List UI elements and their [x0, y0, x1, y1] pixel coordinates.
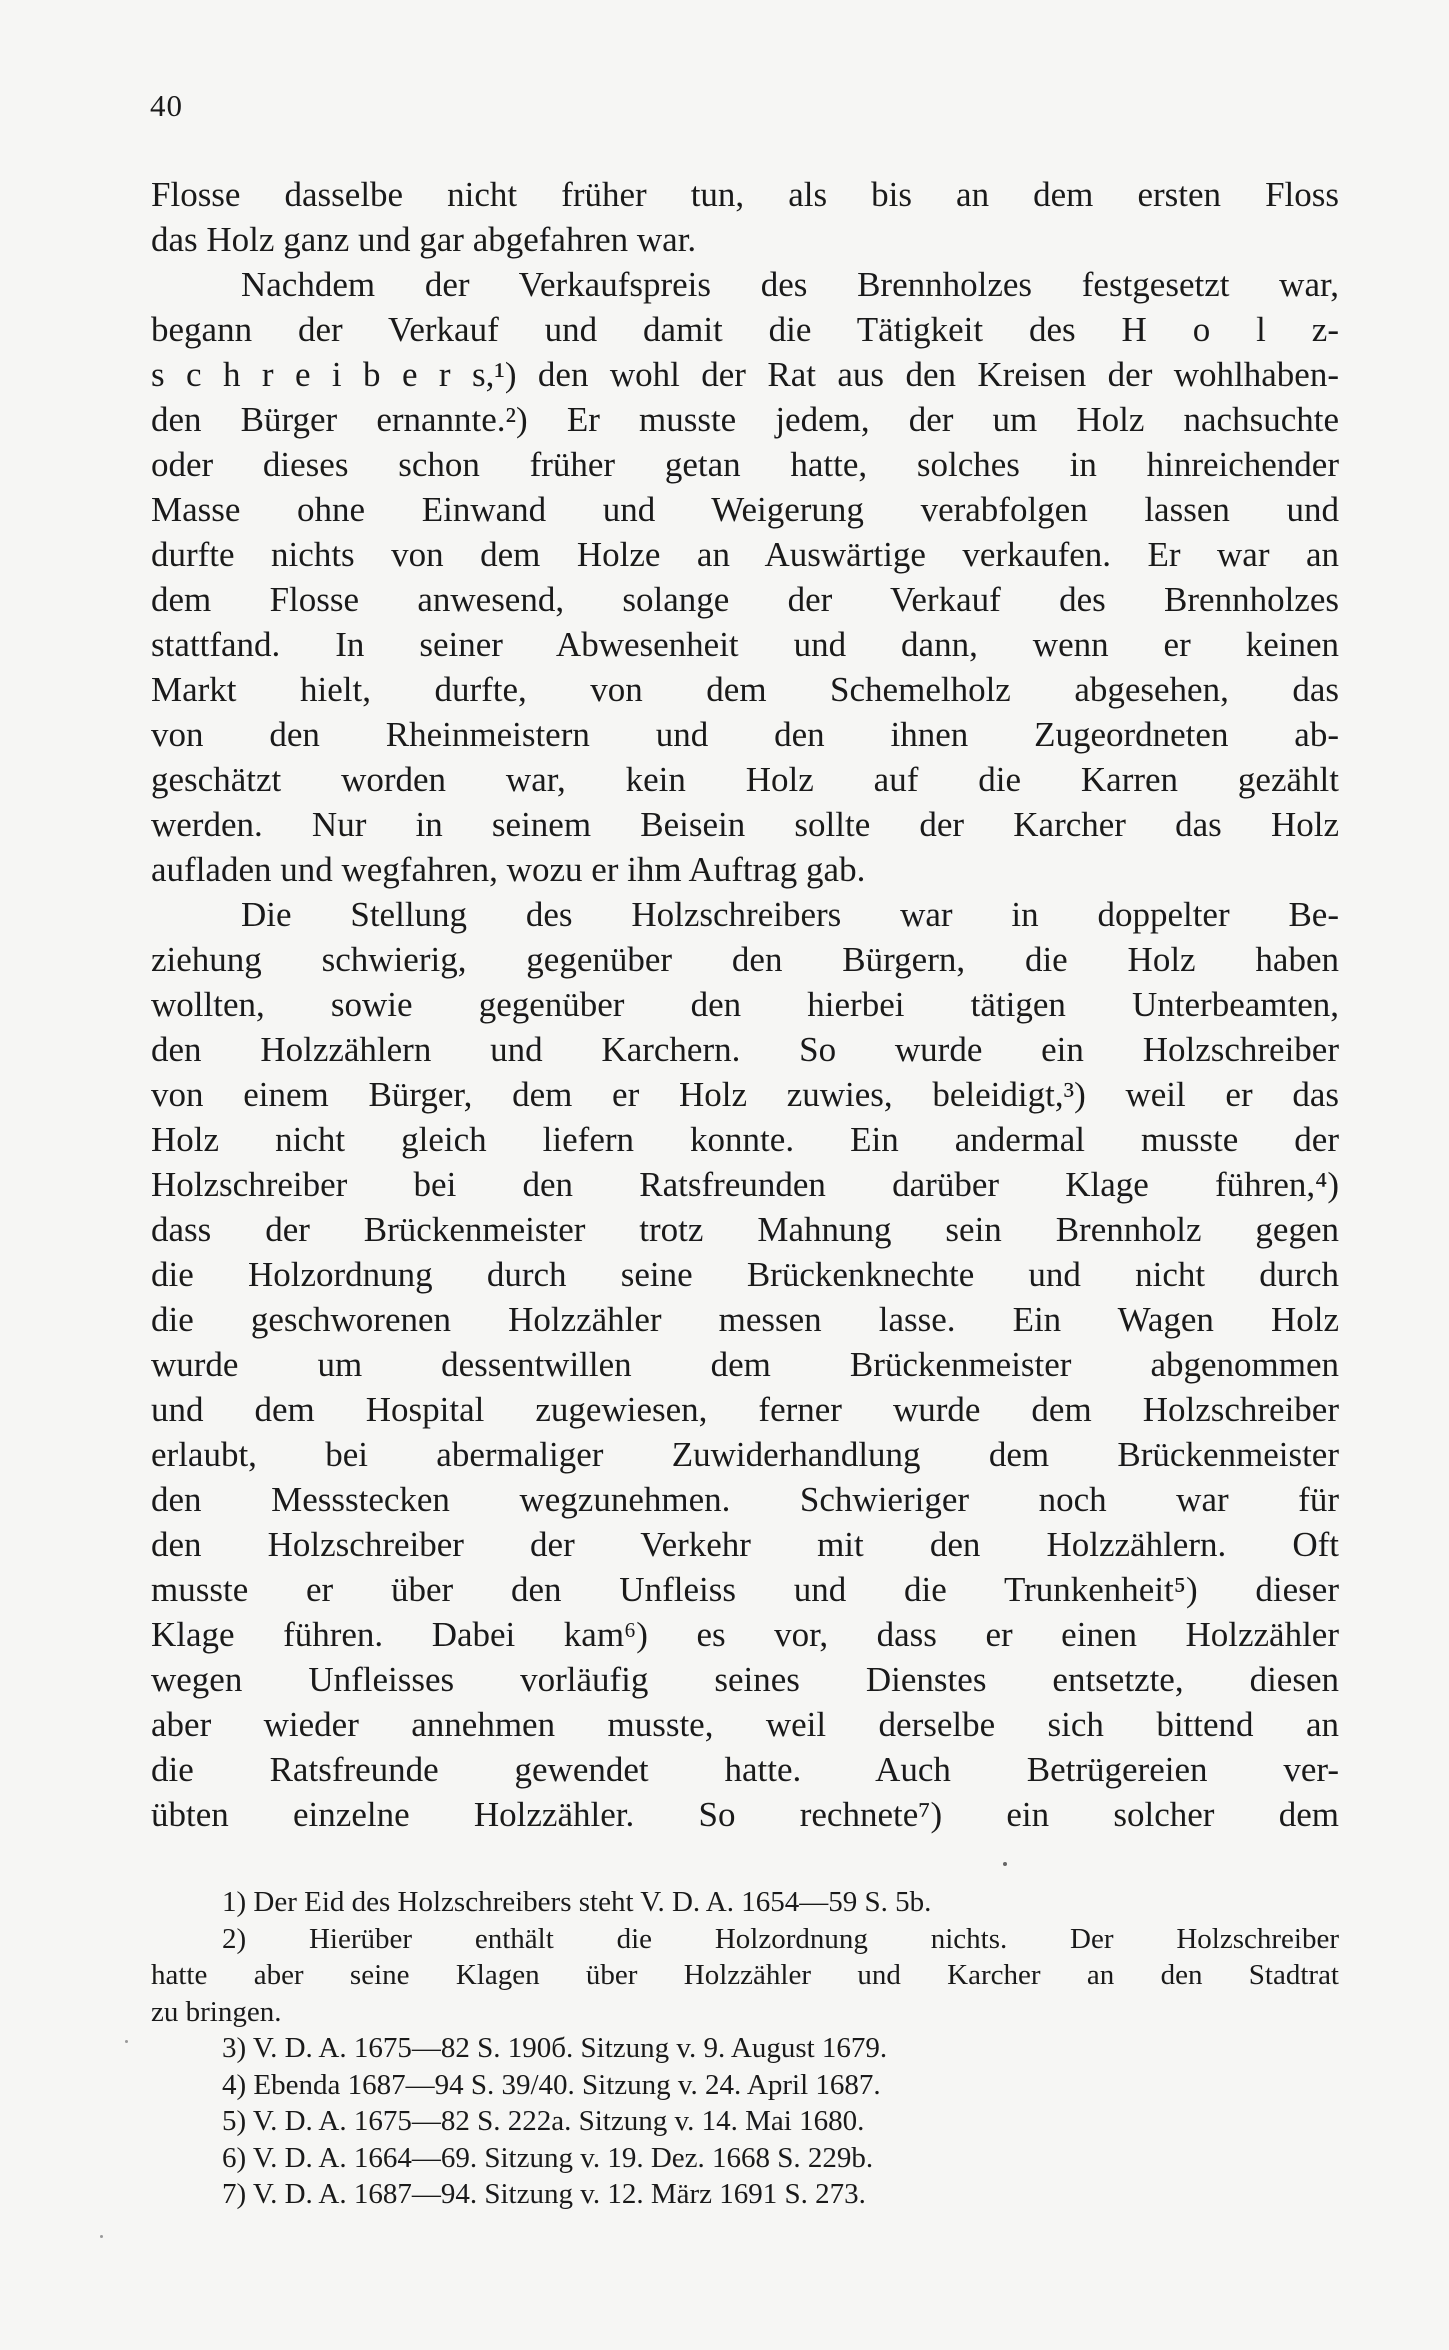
text-line: begann der Verkauf und damit die Tätigkeit des H o l z- [151, 310, 1339, 349]
text-line: die geschworenen Holzzähler messen lasse. Ein Wagen Holz [151, 1300, 1339, 1339]
text-line: aufladen und wegfahren, wozu er ihm Auftrag gab. [151, 850, 866, 889]
main-text-block [151, 172, 1339, 1837]
text-line: die Ratsfreunde gewendet hatte. Auch Betrügereien ver- [151, 1750, 1339, 1789]
text-line: wurde um dessentwillen dem Brückenmeister abgenommen [151, 1345, 1339, 1384]
page-number: 40 [150, 88, 183, 123]
text-line: wegen Unfleisses vorläufig seines Dienstes entsetzte, diesen [151, 1660, 1339, 1699]
footnote-5: 5) V. D. A. 1675—82 S. 222a. Sitzung v. 14. Mai 1680. [222, 2105, 865, 2137]
text-line: den Holzzählern und Karchern. So wurde ein Holzschreiber [151, 1030, 1339, 1069]
footnote-1: 1) Der Eid des Holzschreibers steht V. D. A. 1654—59 S. 5b. [222, 1886, 932, 1918]
paper-speck [100, 2235, 103, 2238]
text-line: Klage führen. Dabei kam⁶) es vor, dass er einen Holzzähler [151, 1615, 1339, 1654]
text-line: die Holzordnung durch seine Brückenknechte und nicht durch [151, 1255, 1339, 1294]
footnote-2-continuation: hatte aber seine Klagen über Holzzähler und Karcher an den Stadtrat [151, 1959, 1339, 1991]
text-line: Holzschreiber bei den Ratsfreunden darüber Klage führen,⁴) [151, 1165, 1339, 1204]
footnote-2-continuation: zu bringen. [151, 1995, 282, 2028]
text-line: erlaubt, bei abermaliger Zuwiderhandlung dem Brückenmeister [151, 1435, 1339, 1474]
paper-speck [125, 2040, 128, 2043]
footnote-3: 3) V. D. A. 1675—82 S. 190б. Sitzung v. 9. August 1679. [222, 2032, 888, 2064]
text-line: und dem Hospital zugewiesen, ferner wurde dem Holzschreiber [151, 1390, 1339, 1429]
text-line: den Messstecken wegzunehmen. Schwieriger noch war für [151, 1480, 1339, 1519]
text-line: aber wieder annehmen musste, weil derselbe sich bittend an [151, 1705, 1339, 1744]
text-line: Nachdem der Verkaufspreis des Brennholzes festgesetzt war, [241, 265, 1339, 304]
text-line: durfte nichts von dem Holze an Auswärtige verkaufen. Er war an [151, 535, 1339, 574]
footnote-7: 7) V. D. A. 1687—94. Sitzung v. 12. März 1691 S. 273. [222, 2178, 866, 2210]
text-line: ziehung schwierig, gegenüber den Bürgern, die Holz haben [151, 940, 1339, 979]
text-line: Flosse dasselbe nicht früher tun, als bis an dem ersten Floss [151, 175, 1339, 214]
text-line: dass der Brückenmeister trotz Mahnung sein Brennholz gegen [151, 1210, 1339, 1249]
text-line: oder dieses schon früher getan hatte, solches in hinreichender [151, 445, 1339, 484]
text-line: Markt hielt, durfte, von dem Schemelholz abgesehen, das [151, 670, 1339, 709]
text-line: von den Rheinmeistern und den ihnen Zugeordneten ab- [151, 715, 1339, 754]
text-line: Die Stellung des Holzschreibers war in doppelter Be- [241, 895, 1339, 934]
footnote-6: 6) V. D. A. 1664—69. Sitzung v. 19. Dez. 1668 S. 229b. [222, 2141, 874, 2174]
text-line: musste er über den Unfleiss und die Trunkenheit⁵) dieser [151, 1570, 1339, 1609]
footnote-4: 4) Ebenda 1687—94 S. 39/40. Sitzung v. 24. April 1687. [222, 2068, 881, 2101]
text-line: Holz nicht gleich liefern konnte. Ein andermal musste der [151, 1120, 1339, 1159]
text-line: geschätzt worden war, kein Holz auf die Karren gezählt [151, 760, 1339, 799]
text-line: wollten, sowie gegenüber den hierbei tätigen Unterbeamten, [151, 985, 1339, 1024]
text-line: den Bürger ernannte.²) Er musste jedem, der um Holz nachsuchte [151, 400, 1339, 439]
text-line: werden. Nur in seinem Beisein sollte der Karcher das Holz [151, 805, 1339, 844]
text-line: stattfand. In seiner Abwesenheit und dann, wenn er keinen [151, 625, 1339, 664]
text-line: übten einzelne Holzzähler. So rechnete⁷) ein solcher dem [151, 1795, 1339, 1834]
text-line: das Holz ganz und gar abgefahren war. [151, 220, 697, 259]
footnotes-block [151, 1884, 1339, 2213]
text-line: s c h r e i b e r s,¹) den wohl der Rat aus den Kreisen der wohlhaben- [151, 355, 1339, 394]
text-line: von einem Bürger, dem er Holz zuwies, beleidigt,³) weil er das [151, 1075, 1339, 1114]
text-line: Masse ohne Einwand und Weigerung verabfolgen lassen und [151, 490, 1339, 529]
text-line: dem Flosse anwesend, solange der Verkauf des Brennholzes [151, 580, 1339, 619]
footnote-separator-mark [1003, 1862, 1007, 1866]
text-line: den Holzschreiber der Verkehr mit den Holzzählern. Oft [151, 1525, 1339, 1564]
footnote-2: 2) Hierüber enthält die Holzordnung nichts. Der Holzschreiber [222, 1922, 1339, 1955]
